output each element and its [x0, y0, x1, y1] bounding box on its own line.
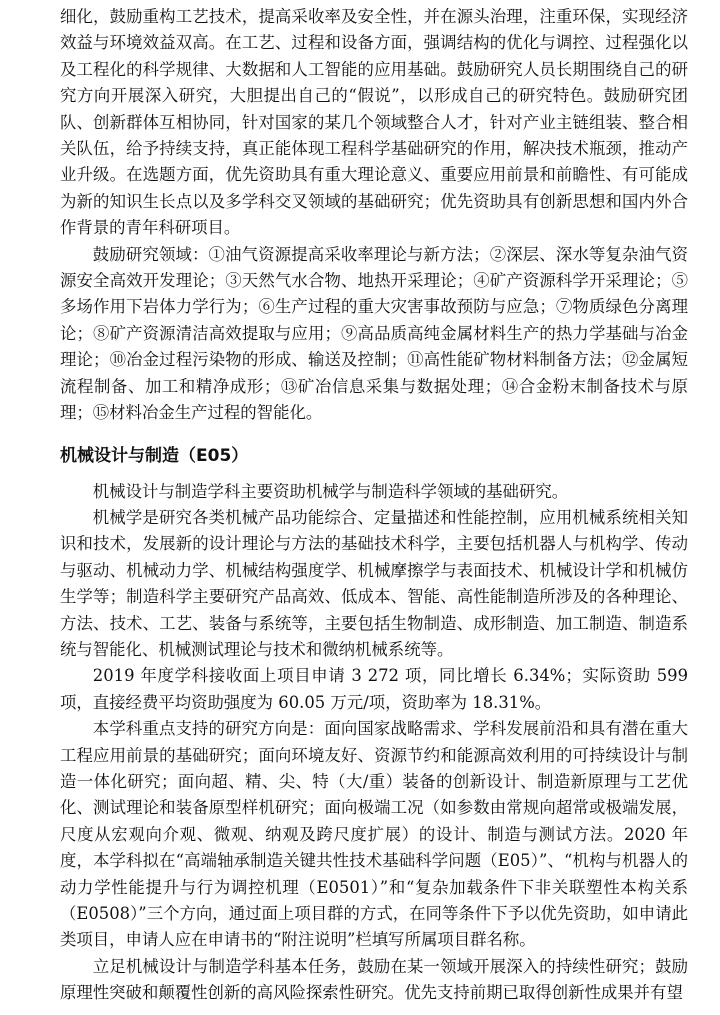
paragraph-continuation: 细化，鼓励重构工艺技术，提高采收率及安全性，并在源头治理，注重环保，实现经济效益与环境效益双高。在工艺、过程和设备方面，强调结构的优化与调控、过程强化以及工程化的科学规律、大数据和人工智能的应用基础。鼓励研究人员长期围绕自己的研究方向开展深入研究，大胆提出自己的“假说”，以形成自己的研究特色。鼓励研究团队、创新群体互相协同，针对国家的某几个领域整合人才，针对产业主链组装、整合相关队伍，给予持续支持，真正能体现工程科学基础研究的作用，解决技术瓶颈，推动产业升级。在选题方面，优先资助具有重大理论意义、重要应用前景和前瞻性、有可能成为新的知识生长点以及多学科交叉领域的基础研究；优先资助具有创新思想和国内外合作背景的青年科研项目。 [60, 7, 688, 238]
paragraph-statistics: 2019 年度学科接收面上项目申请 3 272 项，同比增长 6.34%；实际资助 599 项，直接经费平均资助强度为 60.05 万元/项，资助率为 18.31%。 [60, 666, 688, 712]
paragraph-mechanics: 机械学是研究各类机械产品功能综合、定量描述和性能控制，应用机械系统相关知识和技术，发展新的设计理论与方法的基础技术科学，主要包括机器人与机构学、传动与驱动、机械动力学、机械结构强度学、机械摩擦学与表面技术、机械设计学和机械仿生学等；制造科学主要研究产品高效、低成本、智能、高性能制造所涉及的各种理论、方法、技术、工艺、装备与系统等，主要包括生物制造、成形制造、加工制造、制造系统与智能化、机械测试理论与技术和微纳机械系统等。 [60, 507, 688, 659]
paragraph-intro: 机械设计与制造学科主要资助机械学与制造科学领域的基础研究。 [92, 481, 569, 501]
paragraph-encouragement: 立足机械设计与制造学科基本任务，鼓励在某一领域开展深入的持续性研究；鼓励原理性突破和颠覆性创新的高风险探索性研究。优先支持前期已取得创新性成果并有望 [60, 956, 688, 1003]
section-heading: 机械设计与制造（E05） [60, 445, 249, 466]
paragraph-research-fields: 鼓励研究领域：①油气资源提高采收率理论与新方法；②深层、深水等复杂油气资源安全高效开发理论；③天然气水合物、地热开采理论；④矿产资源科学开采理论；⑤多场作用下岩体力学行为；⑥生产过程的重大灾害事故预防与应急；⑦物质绿色分离理论；⑧矿产资源清洁高效提取与应用；⑨高品质高纯金属材料生产的热力学基础与冶金理论；⑩冶金过程污染物的形成、输送及控制；⑪高性能矿物材料制备方法；⑫金属短流程制备、加工和精净成形；⑬矿冶信息采集与数据处理；⑭合金粉末制备技术与原理；⑮材料冶金生产过程的智能化。 [60, 244, 688, 423]
paragraph-key-directions: 本学科重点支持的研究方向是：面向国家战略需求、学科发展前沿和具有潜在重大工程应用前景的基础研究；面向环境友好、资源节约和能源高效利用的可持续设计与制造一体化研究；面向超、精、尖、特（大/重）装备的创新设计、制造新原理与工艺优化、测试理论和装备原型样机研究；面向极端工况（如参数由常规向超常或极端发展，尺度从宏观向介观、微观、纳观及跨尺度扩展）的设计、制造与测试方法。2020 年度，本学科拟在“高端轴承制造关键共性技术基础科学问题（E05）”、“机构与机器人的动力学性能提升与行为调控机理（E0501）”和“复杂加载条件下非关联塑性本构关系（E0508）”三个方向，通过面上项目群的方式，在同等条件下予以优先资助，如申请此类项目，申请人应在申请书的“附注说明”栏填写所属项目群名称。 [60, 719, 688, 950]
document-page [60, 4, 688, 1007]
